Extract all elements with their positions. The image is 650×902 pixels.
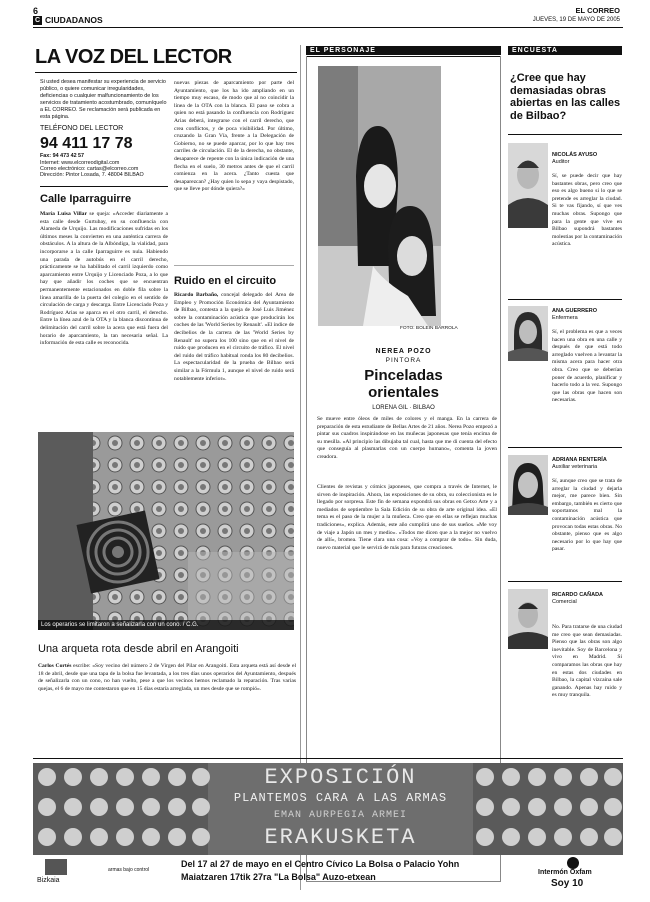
armas-logo: armas bajo control [108, 867, 150, 873]
ruido-text: Ricardo Barbaño, concejal delegado del Área de Empleo y Promoción Económica del Ayuntamiento de Bilbao, contesta a la queja de José Luis Jiménez sobre la contaminación acústica que producirán los coches de las 'World Series by Renault'. «El índice de decibelios de la carrera de las 'World Series by Renault' no supera los 100 sino que en el nivel de ruido que producen en el circuito de tráfico. El nivel del ruido del tráfico habitual ronda los 80 decibelios. La espectacularidad de la prueba de Bilbao será similar a la Fórmula 1, aunque el nivel de ruido será notablemente inferior». [174, 292, 294, 382]
person-answer: Sí, aunque creo que se trata de arreglar la ciudad y dejarla mejor, me parece bien. Sin embargo, también es cierto que soportamos mal la contaminación acústica que provocan todas estas obras. No obstante, pienso que es algo necesario por lo que hay que pasar. [552, 478, 622, 553]
person-name: ADRIANA RENTERÍA [552, 457, 607, 463]
address: Dirección: Pintor Losada, 7. 48004 BILBAO [40, 172, 144, 178]
oxfam-logo: Intermón Oxfam [538, 869, 592, 876]
email[interactable]: Correo electrónico: cartas@elcorreo.com [40, 166, 139, 172]
section-name: CIUDADANOS [45, 15, 103, 25]
arqueta-title: Una arqueta rota desde abril en Arangoiti [38, 643, 239, 655]
calle-text: María Luisa Villar se queja: «Acceder diariamente a esta calle desde Gurtubay, en su confluencia con Alameda de Urquijo. Las modificaciones sufridas en los últimos meses la convierten en una auténtica carrera de obstáculos. A la altura de la Albóndiga, la vialidad, para incorporarse a la calle Iparraguirre es nula. Habiendo una parada de autobús en el carril derecho, prácticamente se ha habilitado el carril izquierdo como aparcamiento entre Urquijo y Licenciado Poza, a lo que hay que añadir los coches que se encuentran permanentemente estacionados en doble fila sobre la línea amarilla de la puerta del colegio en el sentido de circulación de carga y descarga. Entre Licenciado Poza y Rodríguez Arias se aparca en el otro carril, el derecho. Entre la línea azul de la OTA y la blanca discontinua de delimitación del carril sobre la acera que está fuera del horario de aparcamiento, la tan necesaria señal. La información de esta calle es reconocida. [40, 211, 168, 347]
personaje-label: EL PERSONAJE [306, 46, 501, 55]
ad-line1: EXPOSICIÓN [264, 765, 417, 790]
avatar-adriana [508, 455, 548, 515]
person-name: RICARDO CAÑADA [552, 592, 604, 598]
ad-line2: PLANTEMOS CARA A LAS ARMAS [233, 791, 448, 805]
nerea-photo [318, 66, 441, 326]
personaje-name: NEREA POZO [375, 348, 432, 355]
page-number: 6 [33, 6, 39, 16]
nicolas-photo-art [508, 143, 548, 228]
ad-faces-strip [33, 763, 623, 855]
phone-label: TELÉFONO DEL LECTOR [40, 125, 124, 132]
arqueta-caption: Los operarios se limitaron a señalizarla con un cono. / C.G. [38, 620, 294, 630]
ad-line4: ERAKUSKETA [264, 825, 417, 850]
ricardo-photo-art [508, 589, 548, 649]
date: JUEVES, 19 DE MAYO DE 2005 [532, 17, 620, 23]
calle-title: Calle Iparraguirre [40, 193, 132, 205]
soy10-logo: Soy 10 [551, 878, 584, 889]
ad-date-eu: Maiatzaren 17tik 27ra "La Bolsa" Auzo-etxean [181, 872, 376, 882]
paper-name: EL CORREO [575, 6, 620, 15]
personaje-p2: Clientes de revistas y cómics japoneses, que compra a través de Internet, le sirven de inspiración. Ahora, las exposiciones de su obra, su coleccionista es le llegado por sorpresa. Este fin de semana expondrá sus obras en Getxo Arte y a mediados de septiembre la Sala Edición de su obra de arte original idea. «El tema es el paso de la mujer a la muñeca. Creo que en ellas se reflejan muchas tradiciones», explica. Además, este año cumplirá uno de sus sueños. «Me voy de viaje a Japón un mes y medio». «Todos me dicen que a la mejor no vuelvo de allí», bromea. Tiene clara una cosa: «Voy a comprar de todo». Sin duda, nuevo material que le servirá de más para futuras creaciones. [317, 484, 497, 551]
person-answer: Sí, se puede decir que hay bastantes obras, pero creo que eso es algo bueno si lo que se pretende es arreglar la ciudad. Si te vas fijando, sí que ves muchas obras. Supongo que para la gente que vive en Bilbao supondrá bastantes molestias por la contaminación acústica. [552, 173, 622, 248]
photo-credit: FOTO: BOLEIN BARROLA [400, 326, 458, 331]
person-role: Auditor [552, 159, 570, 165]
arqueta-text: Carlos Cortés escribe: «Soy vecino del número 2 de Virgen del Pilar en Arangoiti. Esta arqueta está así desde el 18 de abril, desde que una tapa de la bolsa fue levantada, a los tres días unos operarios del Ayuntamiento, después de señalizarla con un cono, no han vuelto, pese a que los vecinos hemos reclamado la reparación. Tras varias quejas, el 6 de mayo me contestaron que en 15 días estaría arreglada, un mes desde que se rompió». [38, 663, 296, 692]
internet[interactable]: Internet: www.elcorreodigital.com [40, 160, 120, 166]
ad-banner[interactable] [33, 758, 623, 888]
personaje-role: PINTORA [385, 357, 422, 364]
fax: Fax: 94 473 42 57 [40, 153, 85, 159]
ruido-title: Ruido en el circuito [174, 275, 277, 287]
person-name: ANA GUERRERO [552, 308, 598, 314]
ad-line3: EMAN AURPEGIA ARMEI [273, 810, 408, 821]
arqueta-photo [38, 432, 294, 630]
voz-title: LA VOZ DEL LECTOR [35, 46, 232, 68]
section-icon: C [34, 17, 41, 24]
personaje-p1: Se mueve entre óleos de miles de colores y el manga. En la carrera de preparación de esta estudiante de Bellas Artes de 21 años. Nerea Pozo empezó a pintar sus cuadros inspirándose en las muñecas japonesas que tenía encima de su mesilla. «Al principio las dibujaba tal cual, hasta que me di cuenta del efecto que conseguía al plasmarlas con un cuerpo humano», comenta la joven creadora. [317, 416, 497, 460]
bizkaia-logo: Bizkaia [37, 877, 60, 884]
bizkaia-logo-icon [45, 859, 67, 875]
encuesta-question: ¿Cree que hay demasiadas obras abiertas en las calles de Bilbao? [510, 72, 621, 122]
avatar-ricardo [508, 589, 548, 649]
adriana-photo-art [508, 455, 548, 515]
voz-intro: Si usted desea manifestar su experiencia de servicio público, o quiere comunicar irregularidades, deficiencias o cualquier malfuncionamiento de los servicios de tratamiento acostumbrado, comuníquelo a EL CORREO. Se reclamación será publicada en esta página. [40, 79, 167, 120]
person-name: NICOLÁS AYUSO [552, 152, 598, 158]
oxfam-icon [567, 857, 579, 869]
avatar-ana [508, 306, 548, 361]
nerea-photo-art [318, 66, 441, 326]
calle-continued: nuevas piezas de aparcamiento por parte del Ayuntamiento, que los ha ido ampliando en un tiempo muy escaso, de modo que al no coincidir la línea de la OTA con la blanca. El paso se cobra a quien no está pasando la confluencia con Rodríguez Arias deberá, integrarse con el carril derecho, que crea conflictos, y de poca visibilidad. Por último, cruzando la Gran Vía, frente a la Delegación de Gobierno, no se puede aparcar, por lo que hay tres carriles de circulación. El de la derecha, no obstante, desaparece de repente con la única indicación de una flecha en el suelo, 30 metros antes de que el carril comienza en la acera. ¿Tanto cuesta que desaparezcan? ¿Hay quien lo sepa y vaya despistado, que se lleve por dónde quiera?» [174, 80, 294, 193]
arqueta-photo-art [38, 432, 294, 630]
personaje-byline: LORENA GIL · BILBAO [372, 405, 435, 411]
ana-photo-art [508, 306, 548, 361]
person-role: Enfermera [552, 315, 578, 321]
encuesta-label: ENCUESTA [508, 46, 622, 55]
person-role: Comercial [552, 599, 577, 605]
person-role: Auxiliar veterinaria [552, 464, 598, 470]
personaje-title: Pinceladas orientales [364, 367, 443, 401]
person-answer: No. Para tratarse de una ciudad me creo que sean demasiadas. Pienso que las obras son algo inevitable. Soy de Barcelona y vivo en Madrid. Si comparamos las obras que hay en estas dos ciudades en Bilbao, la capital vizcaína sale ganando. Apenas hay ruido y es muy tranquila. [552, 624, 622, 699]
avatar-nicolas [508, 143, 548, 228]
ad-date-es: Del 17 al 27 de mayo en el Centro Cívico La Bolsa o Palacio Yohn [181, 859, 460, 869]
person-answer: Sí, el problema es que a veces hacen una obra en una calle y después de que está todo arreglado vuelven a levantar la misma acera para hacer otra obra. Creo que se deberían poner de acuerdo, planificar y hacerlo todo a la vez. Supongo que las obras que hacen son necesarias. [552, 329, 622, 404]
phone-number[interactable]: 94 411 17 78 [40, 135, 133, 152]
